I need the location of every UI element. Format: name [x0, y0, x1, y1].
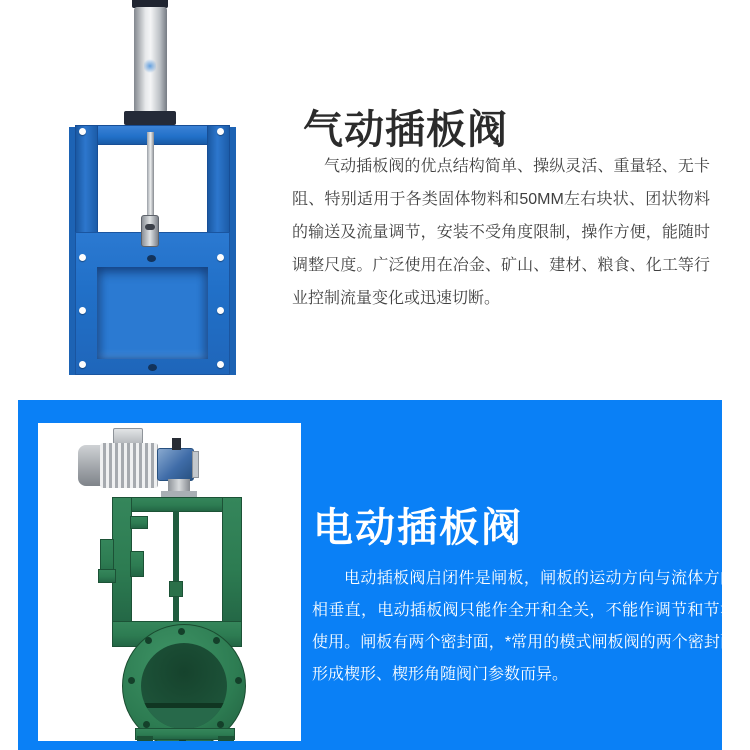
cylinder-bottom-cap	[124, 111, 176, 125]
stem-coupling	[169, 581, 183, 597]
electric-motor	[100, 443, 158, 488]
motor-end-cap	[78, 445, 102, 486]
bolt-hole	[217, 128, 224, 135]
bolt-hole	[217, 254, 224, 261]
frame-left-post	[112, 497, 132, 627]
body-top-hole	[147, 255, 156, 262]
electric-valve-image	[38, 423, 301, 741]
pneumatic-valve-description: 气动插板阀的优点结构简单、操纵灵活、重量轻、无卡阻、特别适用于各类固体物料和50MM左右块状、团状物料的输送及流量调节，安装不受角度限制，操作方便，能随时调整尺度。广泛使用在冶金、矿山、建材、粮食、化工等行业控制流量变化或迅速切断。	[292, 158, 710, 307]
worm-gearbox	[157, 448, 194, 481]
valve-left-post	[75, 125, 98, 237]
bottom-foot	[137, 736, 153, 741]
cylinder-brand-mark	[144, 58, 156, 74]
bolt-hole	[217, 307, 224, 314]
clevis-pin	[145, 224, 155, 230]
piston-rod	[147, 132, 154, 224]
gate-plate	[141, 708, 227, 729]
flange-bolt-hole	[128, 677, 135, 684]
valve-gate-panel	[97, 267, 208, 359]
flange-opening	[141, 643, 227, 729]
body-bottom-hole	[148, 364, 157, 371]
flange-bolt-hole	[235, 677, 242, 684]
valve-right-flange	[229, 127, 236, 375]
bolt-hole	[79, 254, 86, 261]
side-bracket	[130, 516, 148, 529]
flange-bolt-hole	[213, 637, 220, 644]
bolt-hole	[217, 361, 224, 368]
electric-valve-description: 电动插板阀启闭件是闸板，闸板的运动方向与流体方向相垂直，电动插板阀只能作全开和全关，不能作调节和节流使用。闸板有两个密封面，*常用的模式闸板阀的两个密封面形成楔形、楔形角随阀门参数而异。	[312, 570, 736, 683]
bolt-hole	[79, 307, 86, 314]
bolt-hole	[79, 361, 86, 368]
gearbox-flange	[192, 451, 199, 478]
flange-bolt-hole	[145, 637, 152, 644]
pneumatic-valve-title: 气动插板阀	[303, 107, 508, 152]
bottom-foot	[218, 736, 234, 741]
rod-clevis	[141, 215, 159, 247]
side-bracket	[130, 551, 144, 577]
electric-valve-title: 电动插板阀	[313, 506, 523, 551]
bolt-hole	[79, 128, 86, 135]
electric-valve-section	[18, 400, 736, 750]
valve-stem	[173, 511, 179, 623]
flange-bolt-hole	[178, 628, 185, 635]
side-bracket	[98, 569, 116, 583]
frame-right-post	[222, 497, 242, 627]
gearbox-shaft	[172, 438, 181, 450]
valve-right-post	[207, 125, 230, 237]
pneumatic-valve-image	[60, 0, 240, 380]
